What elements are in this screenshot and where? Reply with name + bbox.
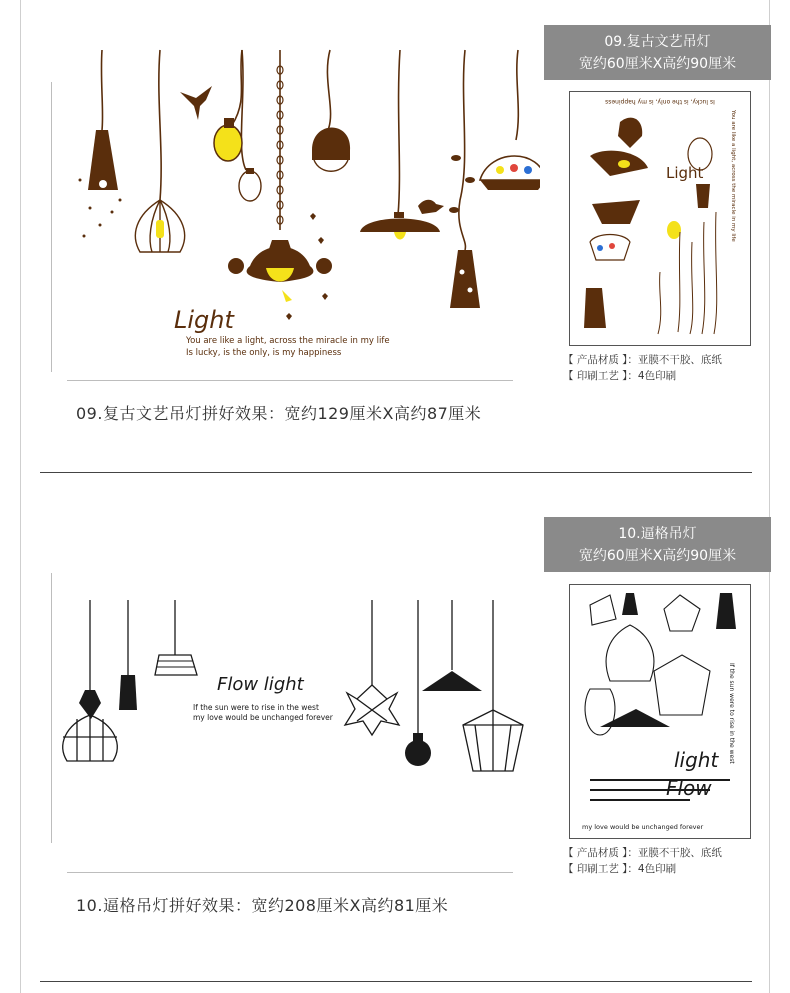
thumb-title: Light: [666, 164, 704, 182]
thumb-title-light: light: [674, 748, 719, 772]
spec-material: 【 产品材质 】：亚膜不干胶、底纸: [563, 354, 722, 366]
illustration-title: Light: [174, 306, 234, 334]
spec-print: 【 印刷工艺 】：4色印刷: [563, 863, 677, 875]
thumb-bottom-text: my love would be unchanged forever: [582, 823, 704, 831]
product-illustration-09[interactable]: [60, 40, 540, 370]
product-specs-09: [563, 352, 722, 384]
spec-material: 【 产品材质 】：亚膜不干胶、底纸: [563, 847, 722, 859]
product-section-10: [0, 475, 790, 993]
product-illustration-10[interactable]: [55, 595, 535, 795]
thumb-title-flow: Flow: [666, 776, 712, 800]
size-badge-09: [544, 25, 771, 80]
illustration-line-2: my love would be unchanged forever: [193, 713, 333, 722]
thumb-side-text: You are like a light, across the miracle in my life: [730, 110, 736, 242]
caption-rule: [67, 872, 513, 873]
illustration-line-1: If the sun were to rise in the west: [193, 703, 319, 712]
product-sheet-thumbnail-10[interactable]: [569, 584, 751, 839]
badge-size: 宽约60厘米X高约90厘米: [578, 56, 737, 72]
section-divider: [40, 472, 752, 473]
section-divider: [40, 981, 752, 982]
product-caption-10: 10.逼格吊灯拼好效果：宽约208厘米X高约81厘米: [76, 896, 449, 915]
spec-print: 【 印刷工艺 】：4色印刷: [563, 370, 677, 382]
caption-rule: [67, 380, 513, 381]
product-sheet-thumbnail-09[interactable]: [569, 91, 751, 346]
product-specs-10: [563, 845, 722, 877]
badge-title: 09.复古文艺吊灯: [604, 34, 711, 50]
illustration-title: Flow light: [217, 674, 304, 695]
section-left-rule: [51, 82, 52, 372]
thumb-top-text: Is lucky, is the only, is my happiness: [605, 98, 715, 105]
illustration-line-1: You are like a light, across the miracle in my life: [186, 336, 390, 346]
illustration-line-2: Is lucky, is the only, is my happiness: [186, 348, 342, 358]
size-badge-10: [544, 517, 771, 572]
badge-size: 宽约60厘米X高约90厘米: [578, 548, 737, 564]
badge-title: 10.逼格吊灯: [618, 526, 697, 542]
section-left-rule: [51, 573, 52, 843]
product-caption-09: 09.复古文艺吊灯拼好效果：宽约129厘米X高约87厘米: [76, 404, 482, 423]
thumb-side-text: If the sun were to rise in the west: [728, 663, 735, 764]
product-section-09: [0, 0, 790, 475]
